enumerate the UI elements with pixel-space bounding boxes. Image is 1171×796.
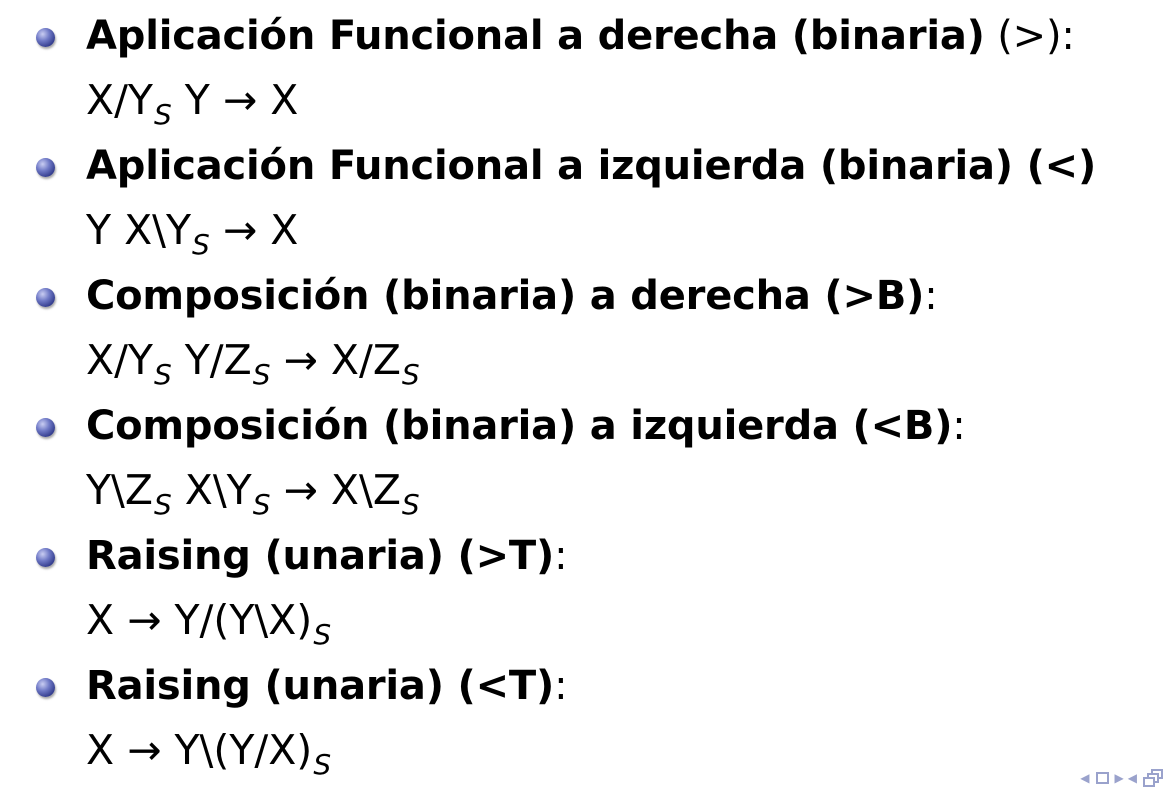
formula-subscript: S <box>401 358 420 391</box>
formula-text: → X <box>209 206 299 254</box>
rule-title-suffix: : <box>1061 13 1075 59</box>
formula-subscript: S <box>153 98 172 131</box>
formula-text: Y\Z <box>86 466 153 514</box>
rule-title-bold: Composición (binaria) a izquierda (<B) <box>86 403 953 449</box>
rule-formula <box>86 72 298 133</box>
bullet-icon <box>36 548 55 567</box>
formula-text: Y X\Y <box>86 206 192 254</box>
formula-text: → X\Z <box>270 466 401 514</box>
nav-frame-icon[interactable] <box>1096 772 1109 784</box>
formula-subscript: S <box>192 228 210 261</box>
formula-text: X → Y\(Y/X) <box>86 726 313 774</box>
rule-formula <box>86 592 331 653</box>
bullet-icon <box>36 28 55 47</box>
rule-formula <box>86 462 420 523</box>
formula-subscript: S <box>313 618 332 651</box>
rule-title-suffix: : <box>554 533 568 579</box>
rule-title-bold: Raising (unaria) (<T) <box>86 663 555 709</box>
formula-subscript: S <box>313 748 332 781</box>
rule-item <box>0 138 1171 266</box>
formula-text: X/Y <box>86 76 153 124</box>
nav-next-icon[interactable]: ▶ <box>1114 771 1124 785</box>
formula-text: Y/Z <box>171 336 252 384</box>
nav-prev-section-icon[interactable]: ◀ <box>1127 771 1137 785</box>
bullet-icon <box>36 678 55 697</box>
rule-item <box>0 658 1171 786</box>
nav-prev-icon[interactable]: ◀ <box>1080 771 1090 785</box>
rule-item <box>0 8 1171 136</box>
formula-subscript: S <box>252 358 271 391</box>
rule-title-suffix: : <box>952 403 966 449</box>
bullet-icon <box>36 288 55 307</box>
formula-subscript: S <box>401 488 420 521</box>
rule-formula <box>86 202 298 263</box>
formula-subscript: S <box>153 488 172 521</box>
rule-item <box>0 528 1171 656</box>
formula-text: X → Y/(Y\X) <box>86 596 313 644</box>
rule-title <box>86 658 567 714</box>
rule-title <box>86 8 1075 64</box>
rule-title-suffix: : <box>924 273 938 319</box>
formula-text: X\Y <box>171 466 252 514</box>
beamer-navigation <box>1080 766 1167 790</box>
bullet-icon <box>36 418 55 437</box>
rule-title <box>86 138 1096 194</box>
rule-title-suffix: : <box>554 663 568 709</box>
rule-formula <box>86 722 331 783</box>
bullet-icon <box>36 158 55 177</box>
rule-item <box>0 398 1171 526</box>
rule-title-bold: Aplicación Funcional a derecha (binaria) <box>86 13 985 59</box>
rule-title <box>86 528 567 584</box>
rule-title-symbol: (>) <box>984 13 1062 59</box>
formula-text: X/Y <box>86 336 153 384</box>
rule-title <box>86 268 937 324</box>
formula-text: → X/Z <box>270 336 401 384</box>
rule-item <box>0 268 1171 396</box>
rule-title-bold: Aplicación Funcional a izquierda (binaria) (<) <box>86 143 1097 189</box>
rule-title <box>86 398 966 454</box>
rule-title-bold: Raising (unaria) (>T) <box>86 533 555 579</box>
formula-subscript: S <box>252 488 271 521</box>
nav-section-icon[interactable] <box>1143 769 1165 787</box>
formula-text: Y → X <box>171 76 299 124</box>
rule-formula <box>86 332 420 393</box>
formula-subscript: S <box>153 358 172 391</box>
rule-title-bold: Composición (binaria) a derecha (>B) <box>86 273 925 319</box>
